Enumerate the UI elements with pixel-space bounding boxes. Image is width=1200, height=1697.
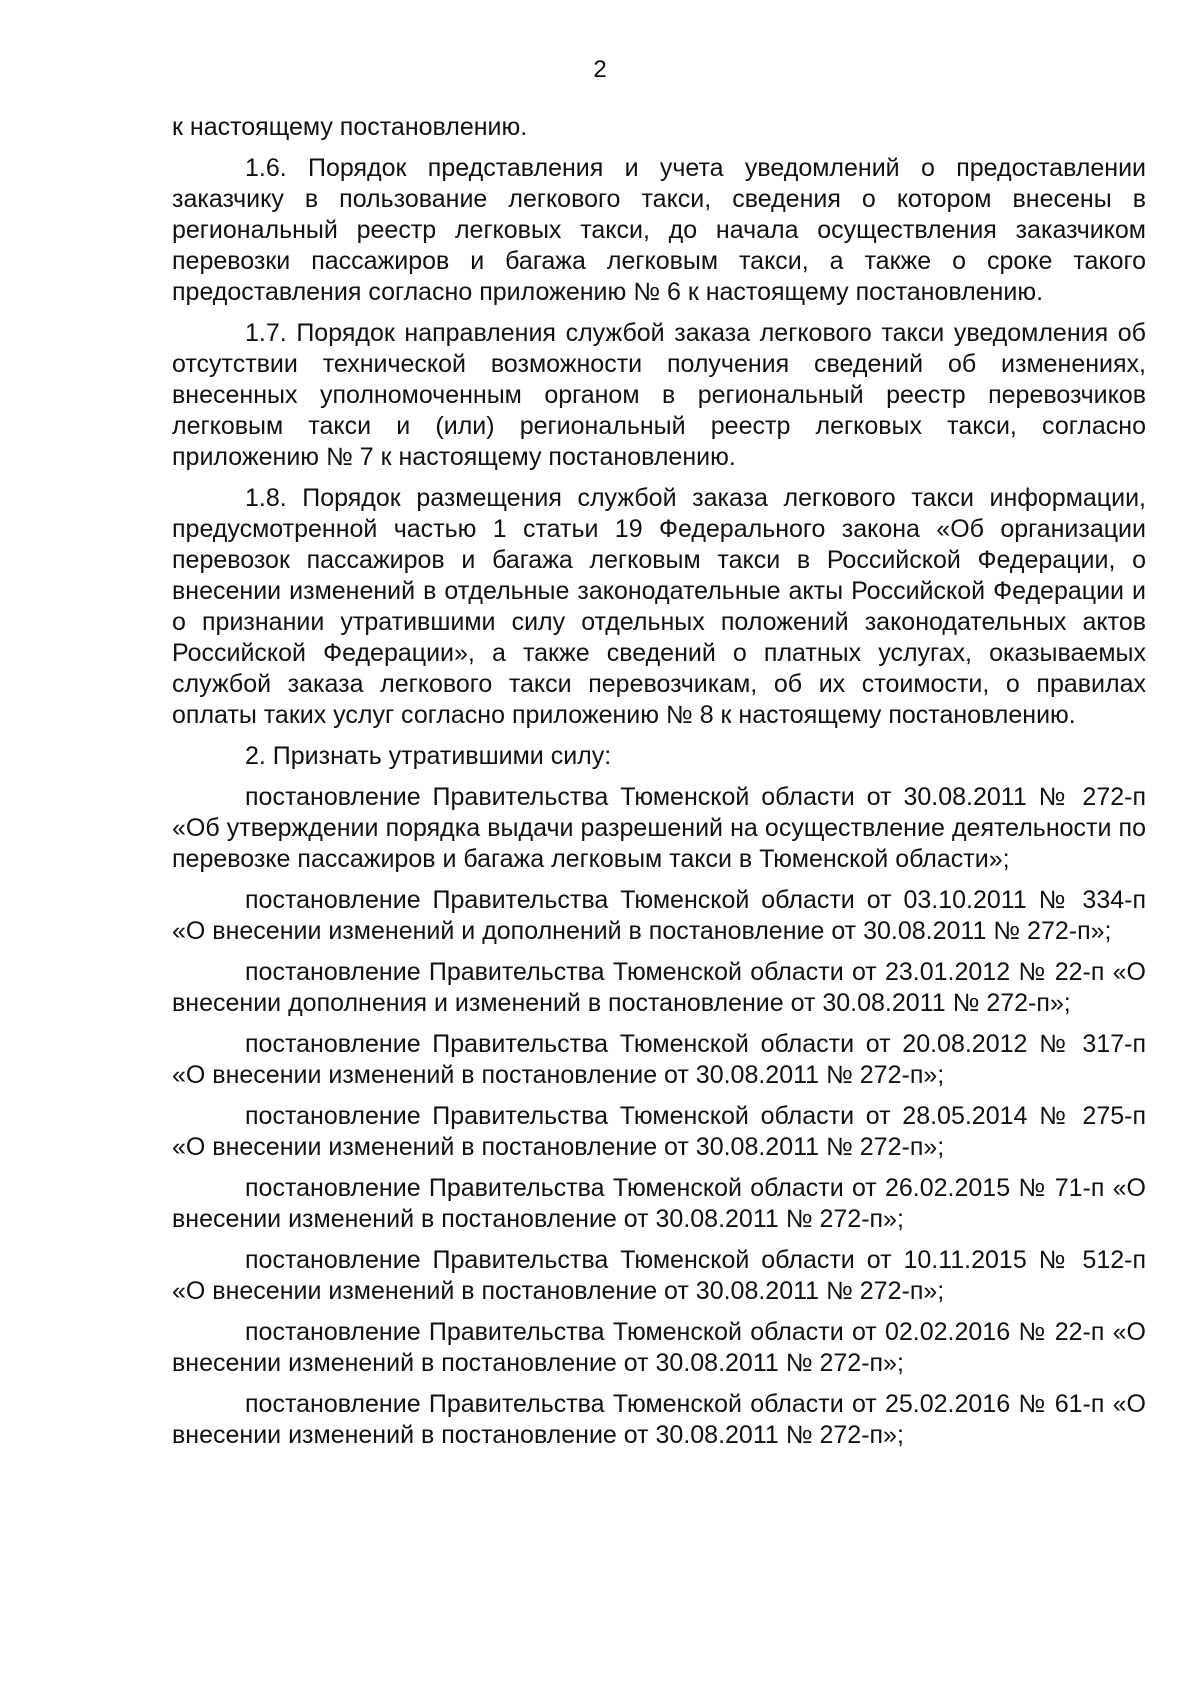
repealed-item-6: постановление Правительства Тюменской области от 26.02.2015 № 71-п «О внесении изменений в постановление от 30.08.2011 № 272-п»; [172, 1174, 1146, 1233]
repealed-item-2: постановление Правительства Тюменской области от 03.10.2011 № 334-п «О внесении изменений и дополнений в постановление от 30.08.2011 № 272-п»; [172, 886, 1146, 945]
repealed-item-7: постановление Правительства Тюменской области от 10.11.2015 № 512-п «О внесении изменений в постановление от 30.08.2011 № 272-п»; [172, 1246, 1146, 1305]
repealed-item-5: постановление Правительства Тюменской области от 28.05.2014 № 275-п «О внесении изменений в постановление от 30.08.2011 № 272-п»; [172, 1102, 1146, 1161]
document-body [172, 112, 1146, 1451]
repealed-item-4: постановление Правительства Тюменской области от 20.08.2012 № 317-п «О внесении изменений в постановление от 30.08.2011 № 272-п»; [172, 1030, 1146, 1089]
repealed-item-8: постановление Правительства Тюменской области от 02.02.2016 № 22-п «О внесении изменений в постановление от 30.08.2011 № 272-п»; [172, 1318, 1146, 1377]
paragraph-1-8: 1.8. Порядок размещения службой заказа легкового такси информации, предусмотренной частью 1 статьи 19 Федерального закона «Об организации перевозок пассажиров и багажа легковым такси в Российской Федерации, о внесении изменений в отдельные законодательные акты Российской Федерации и о признании утратившими силу отдельных положений законодательных актов Российской Федерации», а также сведений о платных услугах, оказываемых службой заказа легкового такси перевозчикам, об их стоимости, о правилах оплаты таких услуг согласно приложению № 8 к настоящему постановлению. [172, 484, 1146, 729]
paragraph-1-7: 1.7. Порядок направления службой заказа легкового такси уведомления об отсутствии технической возможности получения сведений об изменениях, внесенных уполномоченным органом в региональный реестр перевозчиков легковым такси и (или) региональный реестр легковых такси, согласно приложению № 7 к настоящему постановлению. [172, 319, 1146, 471]
repealed-item-9: постановление Правительства Тюменской области от 25.02.2016 № 61-п «О внесении изменений в постановление от 30.08.2011 № 272-п»; [172, 1390, 1146, 1449]
paragraph-1-6: 1.6. Порядок представления и учета уведомлений о предоставлении заказчику в пользование легкового такси, сведения о котором внесены в региональный реестр легковых такси, до начала осуществления заказчиком перевозки пассажиров и багажа легковым такси, а также о сроке такого предоставления согласно приложению № 6 к настоящему постановлению. [172, 154, 1146, 306]
repealed-item-3: постановление Правительства Тюменской области от 23.01.2012 № 22-п «О внесении дополнения и изменений в постановление от 30.08.2011 № 272-п»; [172, 958, 1146, 1017]
paragraph-continuation: к настоящему постановлению. [172, 113, 528, 141]
repealed-item-1: постановление Правительства Тюменской области от 30.08.2011 № 272-п «Об утверждении порядка выдачи разрешений на осуществление деятельности по перевозке пассажиров и багажа легковым такси в Тюменской области»; [172, 783, 1146, 873]
paragraph-2: 2. Признать утратившими силу: [245, 742, 612, 770]
page-number: 2 [593, 56, 607, 83]
